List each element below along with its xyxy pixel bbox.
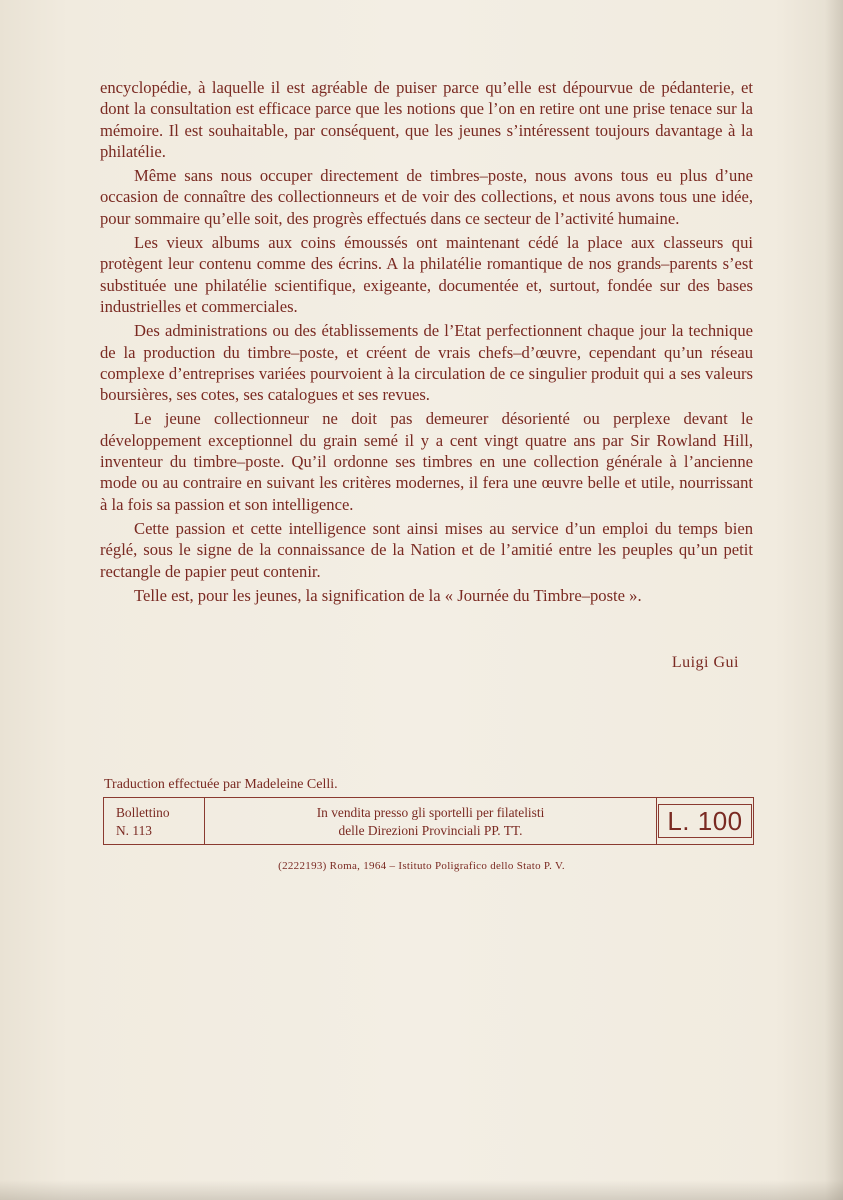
bulletin-label: Bollettino (116, 805, 170, 820)
footer-sale-box (103, 797, 754, 845)
bulletin-number: N. 113 (116, 823, 152, 838)
paragraph: Les vieux albums aux coins émoussés ont maintenant cédé la place aux classeurs qui protègent leur contenu comme des écrins. A la philatélie romantique de nos grands–parents s’est substituée une philatélie scientifique, exigeante, documentée et, surtout, fondée sur des bases industrielles et commerciales. (100, 233, 753, 316)
article-body (100, 77, 753, 609)
paragraph: Le jeune collectionneur ne doit pas demeurer désorienté ou perplexe devant le développement exceptionnel du grain semé il y a cent vingt quatre ans par Sir Rowland Hill, inventeur du timbre–poste. Qu’il ordonne ses timbres en une collection générale à l’ancienne mode ou au contraire en suivant les critères modernes, il fera une œuvre belle et utile, nourrissant à la fois sa passion et son intelligence. (100, 409, 753, 514)
paragraph: Des administrations ou des établissements de l’Etat perfectionnent chaque jour la technique de la production du timbre–poste, et créent de vrais chefs–d’œuvre, cependant qu’un réseau complexe d’entreprises variées pourvoient à la circulation de ce singulier produit qui a ses valeurs boursières, ses cotes, ses catalogues et ses revues. (100, 321, 753, 405)
paragraph: encyclopédie, à laquelle il est agréable de puiser parce qu’elle est dépourvue de pédanterie, et dont la consultation est efficace parce que les notions que l’on en retire ont une prise tenace sur la mémoire. Il est souhaitable, par conséquent, que les jeunes s’intéressent toujours davantage à la philatélie. (100, 78, 753, 161)
price-label: L. 100 (658, 804, 751, 838)
price-cell (656, 798, 754, 844)
translation-credit: Traduction effectuée par Madeleine Celli. (104, 777, 338, 792)
bulletin-info (103, 798, 205, 844)
printer-imprint: (2222193) Roma, 1964 – Istituto Poligrafico dello Stato P. V. (278, 860, 565, 872)
paragraph: Même sans nous occuper directement de timbres–poste, nous avons tous eu plus d’une occasion de connaître des collectionneurs et de voir des collections, et nous avons tous une idée, pour sommaire qu’elle soit, des progrès effectués dans ce secteur de l’activité humaine. (100, 166, 753, 228)
sale-info (205, 798, 656, 844)
page-edge-shadow-bottom (0, 1180, 843, 1200)
paragraph: Cette passion et cette intelligence sont ainsi mises au service d’un emploi du temps bien réglé, sous le signe de la connaissance de la Nation et de l’amitié entre les peuples qu’un petit rectangle de papier peut contenir. (100, 518, 753, 581)
page-edge-shadow-right (825, 0, 843, 1200)
sale-line-2: delle Direzioni Provinciali PP. TT. (338, 823, 523, 838)
paragraph: Telle est, pour les jeunes, la signification de la « Journée du Timbre–poste ». (134, 585, 642, 605)
author-signature: Luigi Gui (671, 654, 739, 671)
sale-line-1: In vendita presso gli sportelli per filatelisti (316, 805, 545, 820)
